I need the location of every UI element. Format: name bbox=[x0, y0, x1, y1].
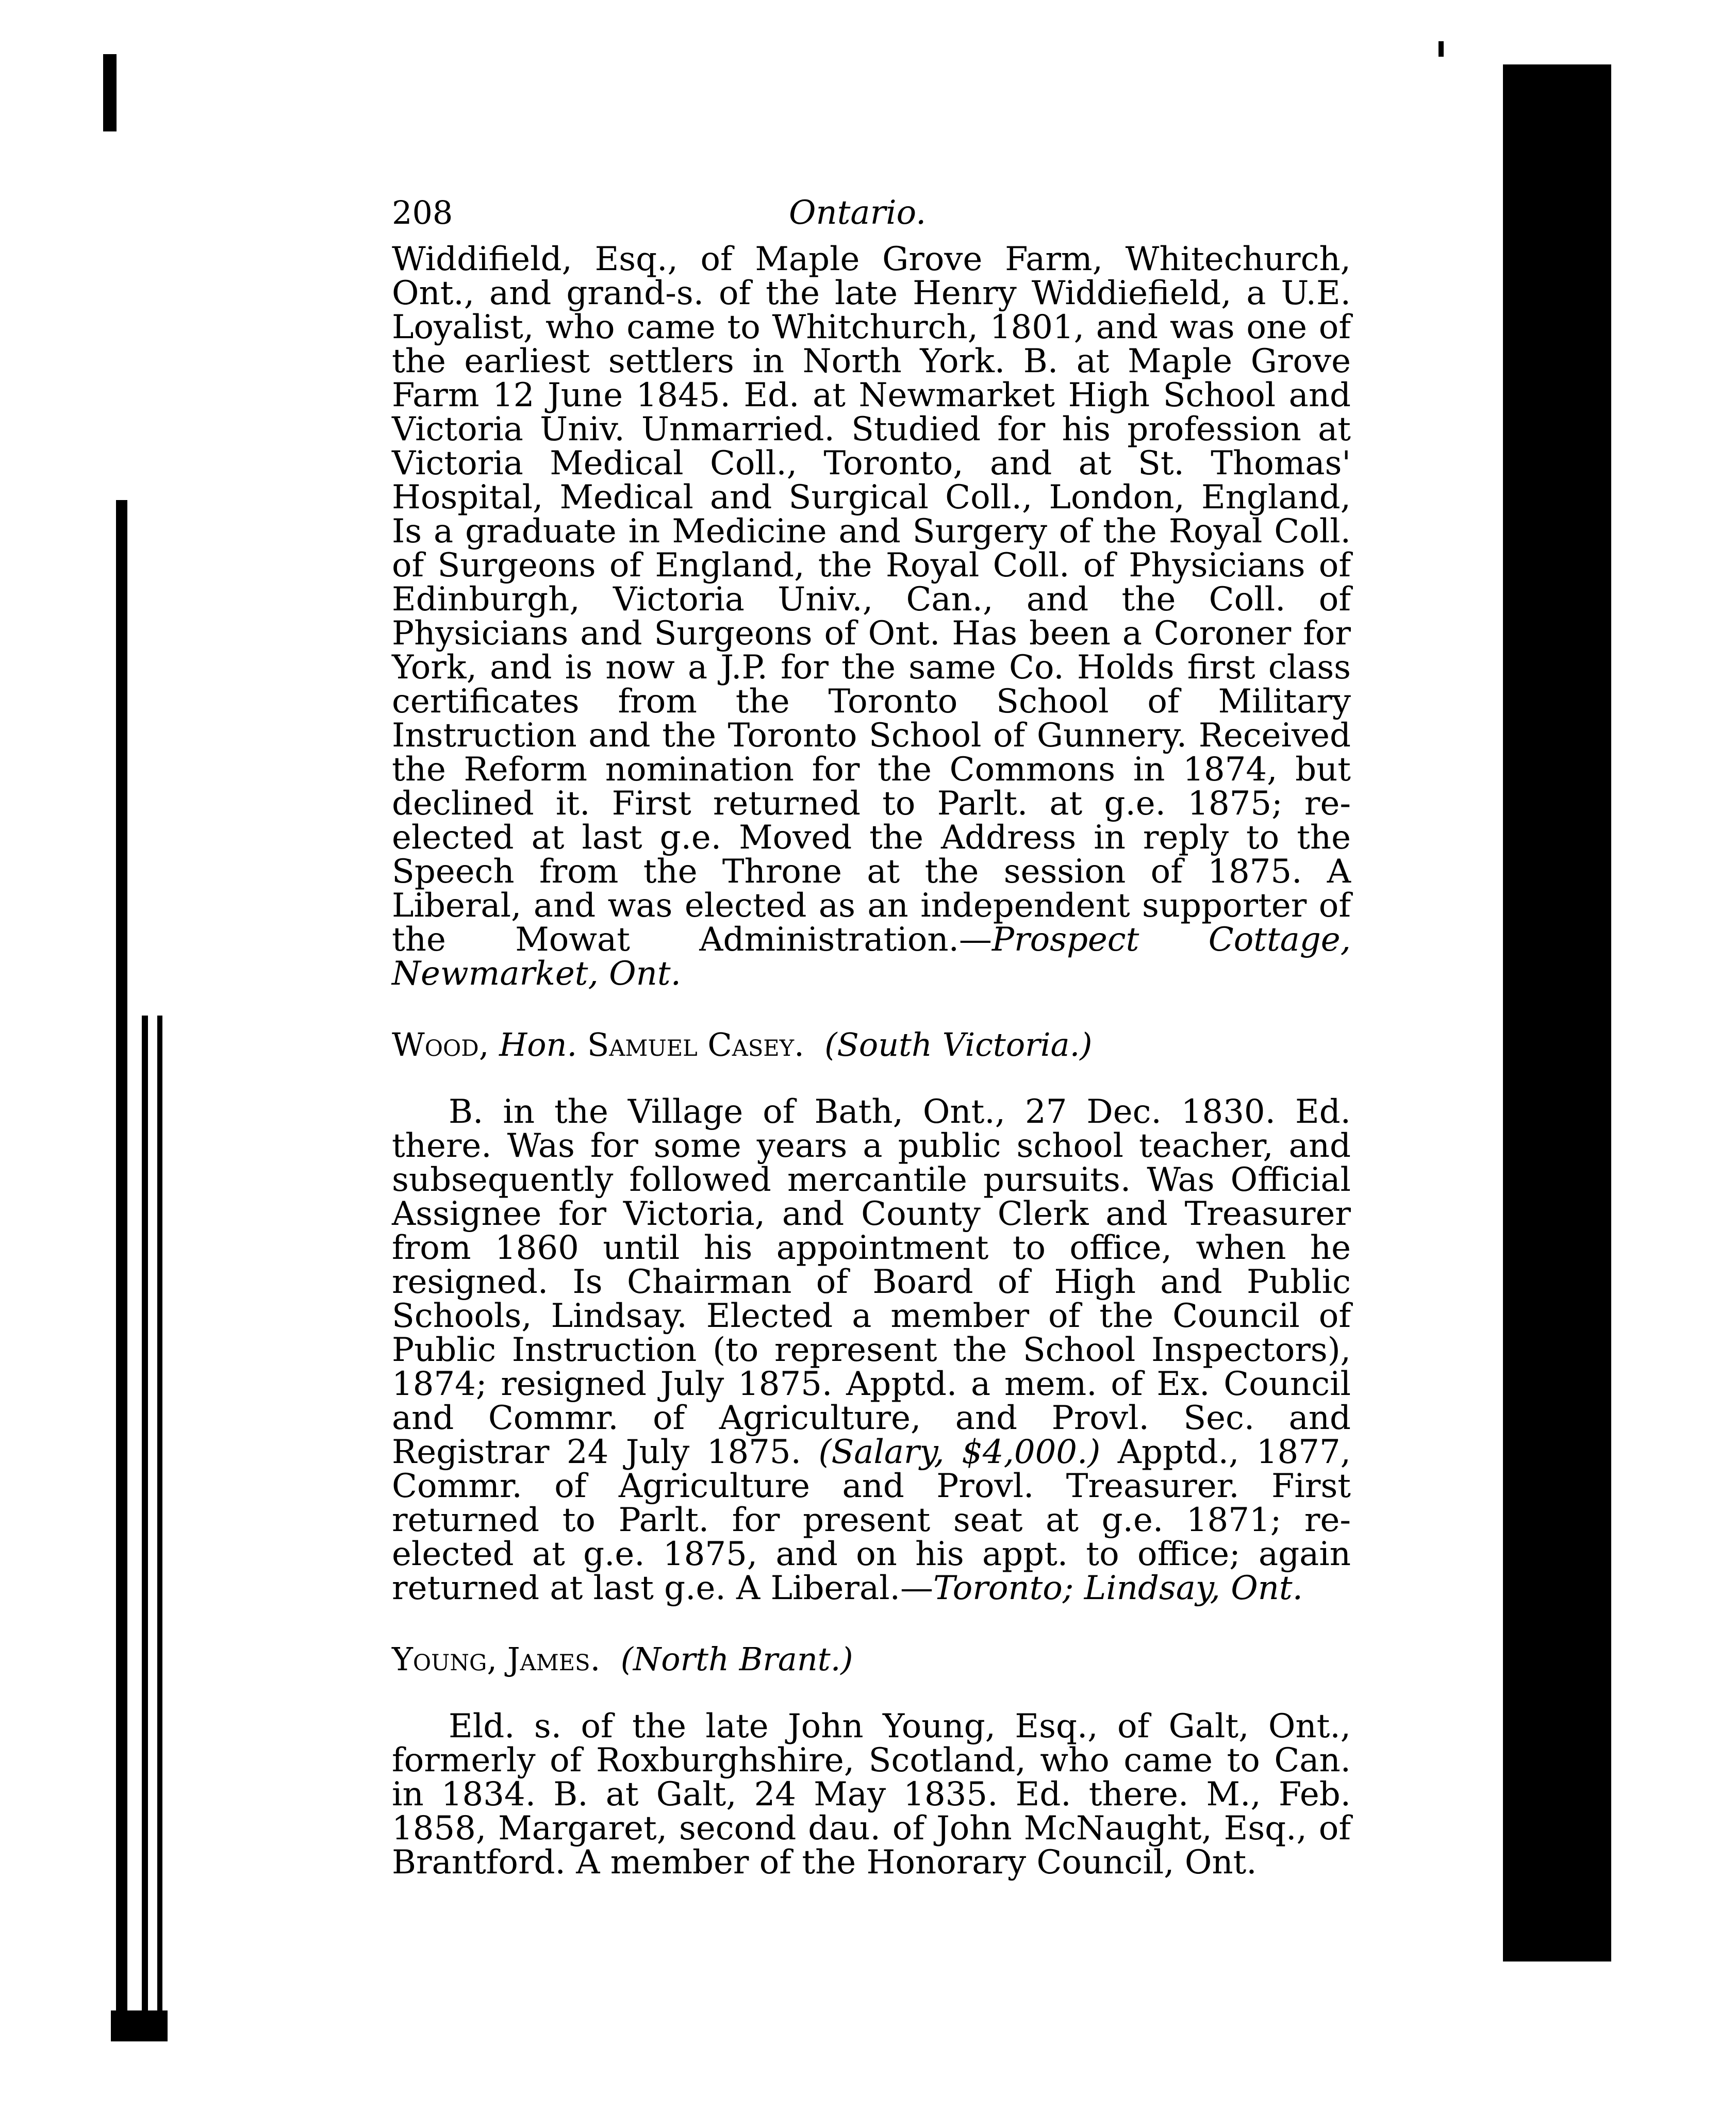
entry-surname: Wood bbox=[392, 1026, 479, 1063]
entry-body-text: B. in the Village of Bath, Ont., 27 Dec. 1830. Ed. there. Was for some years a public school teacher, and subsequently followed mercantile pursuits. Was Official Assignee for Victoria, and County Clerk and Treasurer from 1860 until his appointment to office, when he resigned. Is Chairman of Board of High and Public Schools, Lindsay. Elected a member of the Council of Public Instruction (to represent the School Inspectors), 1874; resigned July 1875. Apptd. a mem. of Ex. Council and Commr. of Agriculture, and Provl. Sec. and Registrar 24 July 1875. bbox=[392, 1093, 1351, 1471]
entry-address: Toronto; Lindsay, Ont. bbox=[933, 1569, 1303, 1607]
entry-body-wood bbox=[392, 1095, 1351, 1605]
entry-body-text: Eld. s. of the late John Young, Esq., of Galt, Ont., formerly of Roxburghshire, Scotland, who came to Can. in 1834. B. at Galt, 24 May 1835. Ed. there. M., Feb. 1858, Margaret, second dau. of John McNaught, Esq., of Brantford. A member of the Honorary Council, Ont. bbox=[392, 1707, 1351, 1882]
scan-right-black-band bbox=[1503, 64, 1611, 1962]
scan-top-left-mark bbox=[103, 54, 117, 131]
entry-constituency: (North Brant.) bbox=[620, 1640, 853, 1678]
running-head bbox=[392, 186, 1351, 242]
entry-body-young bbox=[392, 1709, 1351, 1880]
book-page bbox=[392, 186, 1351, 1880]
entry-heading-wood: Wood, Hon. Samuel Casey. (South Victoria.) bbox=[392, 1026, 1093, 1063]
entry-body-text-continued: Apptd., 1877, Commr. of Agriculture and Provl. Treasurer. First returned to Parlt. for present seat at g.e. 1871; re-elected at g.e. 1875, and on his appt. to office; again returned at last g.e. A Liberal.— bbox=[392, 1433, 1351, 1607]
entry-constituency: (South Victoria.) bbox=[824, 1026, 1093, 1063]
scan-left-edge-line bbox=[142, 1016, 148, 2041]
entry-heading-young bbox=[392, 1642, 1351, 1676]
entry-salary: (Salary, $4,000.) bbox=[818, 1433, 1101, 1471]
entry-continuation-address: Prospect Cottage, Newmarket, Ont. bbox=[392, 921, 1351, 993]
entry-continuation bbox=[392, 242, 1351, 991]
entry-given-names: Samuel Casey. bbox=[587, 1026, 804, 1063]
entry-honorific: Hon. bbox=[499, 1026, 577, 1063]
entry-given-names: James. bbox=[507, 1640, 601, 1678]
entry-surname: Young, bbox=[392, 1640, 498, 1678]
entry-continuation-body: Widdifield, Esq., of Maple Grove Farm, Whitechurch, Ont., and grand-s. of the late Henry Widdiefield, a U.E. Loyalist, who came to Whitchurch, 1801, and was one of the earliest settlers in North York. B. at Maple Grove Farm 12 June 1845. Ed. at Newmarket High School and Victoria Univ. Unmarried. Studied for his profession at Victoria Medical Coll., Toronto, and at St. Thomas' Hospital, Medical and Surgical Coll., London, England, Is a graduate in Medicine and Surgery of the Royal Coll. of Surgeons of England, the Royal Coll. of Physicians of Edinburgh, Victoria Univ., Can., and the Coll. of Physicians and Surgeons of Ont. Has been a Coroner for York, and is now a J.P. for the same Co. Holds first class certificates from the Toronto School of Military Instruction and the Toronto School of Gunnery. Received the Reform nomination for the Commons in 1874, but declined it. First returned to Parlt. at g.e. 1875; re-elected at last g.e. Moved the Address in reply to the Speech from the Throne at the session of 1875. A Liberal, and was elected as an independent supporter of the Mowat Administration.— bbox=[392, 240, 1351, 959]
page-title: Ontario. bbox=[789, 194, 927, 232]
scan-left-edge-band bbox=[116, 500, 127, 2036]
page-number: 208 bbox=[392, 194, 453, 231]
scan-right-tick-mark bbox=[1439, 41, 1444, 57]
scan-bottom-left-block bbox=[111, 2010, 168, 2041]
scan-left-edge-line-2 bbox=[157, 1016, 162, 2041]
